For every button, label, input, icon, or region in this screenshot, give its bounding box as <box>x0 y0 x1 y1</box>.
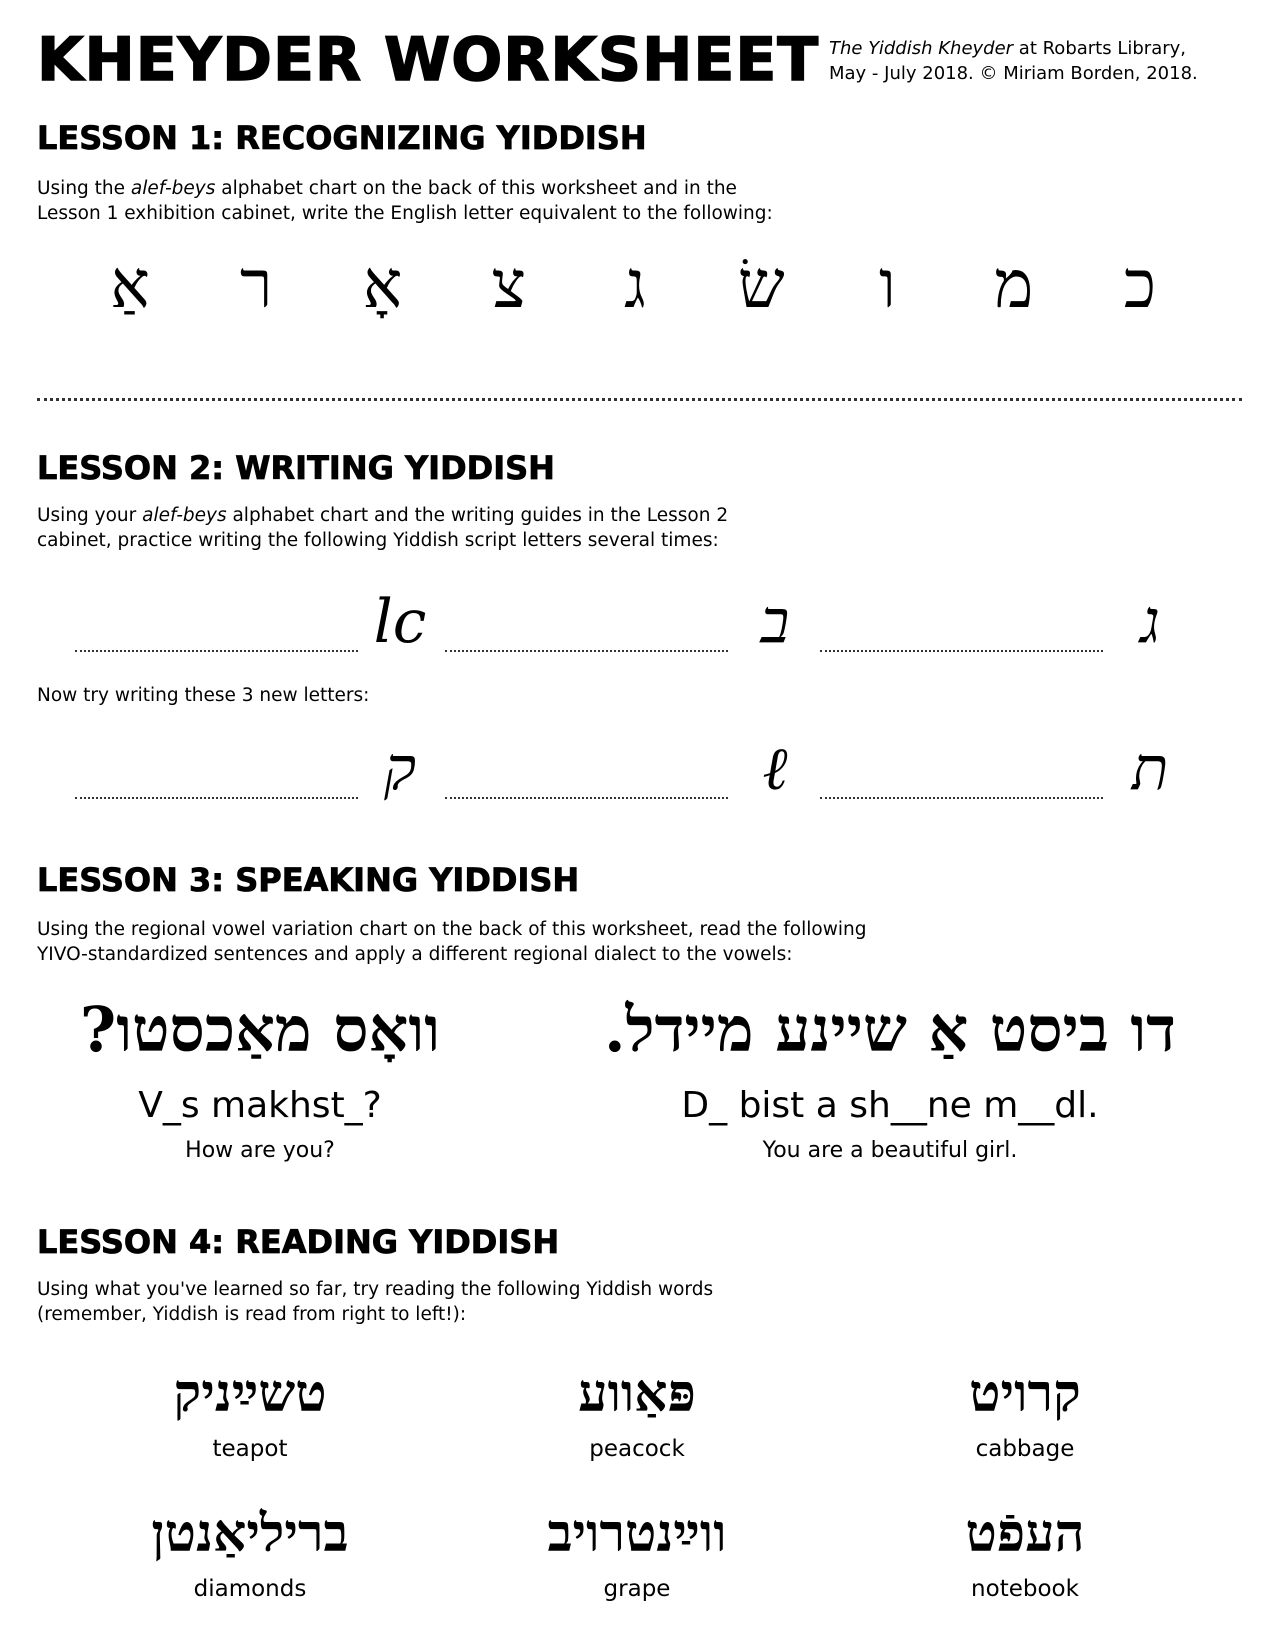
practice-blank[interactable] <box>820 650 1103 652</box>
english-word: teapot <box>212 1436 288 1462</box>
english-meaning: You are a beautiful girl. <box>762 1138 1018 1163</box>
vocab-item <box>447 1502 827 1604</box>
lesson3-heading: LESSON 3: SPEAKING YIDDISH <box>37 861 580 899</box>
credit-exhibit-title: The Yiddish Kheyder <box>829 38 1014 59</box>
credit-line2: May - July 2018. © Miriam Borden, 2018. <box>829 63 1198 84</box>
hebrew-letter: צ <box>491 246 527 323</box>
lesson2-instr-post: alphabet chart and the writing guides in the Lesson 2 <box>226 505 729 526</box>
lesson1-instr-line2: Lesson 1 exhibition cabinet, write the English letter equivalent to the following: <box>37 203 773 224</box>
script-letter: ת <box>1131 734 1169 804</box>
yiddish-word: קרויט <box>969 1363 1081 1424</box>
lesson3-instructions <box>37 917 866 967</box>
practice-blank[interactable] <box>445 797 728 799</box>
credit-line1: at Robarts Library, <box>1013 38 1186 59</box>
lesson1-instr-post: alphabet chart on the back of this worksheet and in the <box>215 178 737 199</box>
transliteration: D_ bist a sh__ne m__dl. <box>681 1085 1099 1126</box>
vocab-item <box>835 1362 1215 1464</box>
script-letter: lc <box>373 587 427 657</box>
yiddish-sentence: וואָס מאַכסטו? <box>79 993 441 1066</box>
lesson2-heading: LESSON 2: WRITING YIDDISH <box>37 449 555 487</box>
english-word: peacock <box>589 1436 685 1462</box>
vocab-item <box>447 1362 827 1464</box>
credit <box>829 36 1198 86</box>
lesson2-instr-pre: Using your <box>37 505 143 526</box>
practice-blank[interactable] <box>75 797 358 799</box>
hebrew-letter: אַ <box>110 246 150 323</box>
practice-row-1 <box>75 578 1195 658</box>
practice-blank[interactable] <box>75 650 358 652</box>
english-meaning: How are you? <box>185 1138 335 1163</box>
lesson2-instr-line2: cabinet, practice writing the following Yiddish script letters several times: <box>37 530 719 551</box>
lesson2-instr-italic: alef-beys <box>142 505 227 526</box>
english-word: notebook <box>971 1576 1079 1602</box>
section-divider <box>37 398 1242 401</box>
sentence-block-1 <box>40 990 480 1166</box>
lesson4-heading: LESSON 4: READING YIDDISH <box>37 1223 560 1261</box>
transliteration: V_s makhst_? <box>138 1085 382 1126</box>
practice-blank[interactable] <box>820 797 1103 799</box>
script-letter: ק <box>383 734 417 804</box>
lesson1-letter-row <box>80 240 1190 330</box>
hebrew-letter: אָ <box>362 246 403 323</box>
yiddish-word: פּאַווע <box>578 1363 696 1424</box>
lesson4-instr-line2: (remember, Yiddish is read from right to left!): <box>37 1304 467 1325</box>
lesson2-now-try: Now try writing these 3 new letters: <box>37 685 370 706</box>
vocab-item <box>835 1502 1215 1604</box>
script-letter: ב <box>760 587 790 657</box>
lesson1-instr-pre: Using the <box>37 178 131 199</box>
yiddish-word: העפֿט <box>965 1503 1085 1564</box>
english-word: diamonds <box>193 1576 307 1602</box>
practice-row-2 <box>75 725 1195 805</box>
hebrew-letter: מ <box>994 246 1034 323</box>
lesson1-heading: LESSON 1: RECOGNIZING YIDDISH <box>37 119 647 157</box>
lesson1-instr-italic: alef-beys <box>130 178 216 199</box>
script-letter: ℓ <box>762 734 788 804</box>
hebrew-letter: שׂ <box>737 246 785 323</box>
english-word: cabbage <box>975 1436 1075 1462</box>
yiddish-sentence: דו ביסט אַ שיינע מיידל. <box>603 993 1177 1066</box>
hebrew-letter: ר <box>240 246 273 323</box>
english-word: grape <box>603 1576 671 1602</box>
lesson3-instr-line2: YIVO-standardized sentences and apply a different regional dialect to the vowels: <box>37 944 793 965</box>
lesson4-instr-line1: Using what you've learned so far, try reading the following Yiddish words <box>37 1279 714 1300</box>
lesson4-instructions <box>37 1277 713 1327</box>
lesson2-instructions <box>37 503 728 553</box>
yiddish-word: בריליאַנטן <box>151 1503 349 1564</box>
hebrew-letter: ג <box>624 246 646 323</box>
vocab-item <box>60 1502 440 1604</box>
lesson1-instructions <box>37 176 773 226</box>
lesson3-instr-line1: Using the regional vowel variation chart on the back of this worksheet, read the following <box>37 919 867 940</box>
hebrew-letter: ו <box>879 246 896 323</box>
sentence-block-2 <box>545 990 1235 1166</box>
script-letter: ג <box>1140 587 1160 657</box>
page-title: KHEYDER WORKSHEET <box>37 25 820 95</box>
hebrew-letter: כ <box>1123 246 1157 323</box>
yiddish-word: ווײַנטרויב <box>547 1503 727 1564</box>
practice-blank[interactable] <box>445 650 728 652</box>
yiddish-word: טשײַניק <box>173 1363 327 1424</box>
vocab-item <box>60 1362 440 1464</box>
